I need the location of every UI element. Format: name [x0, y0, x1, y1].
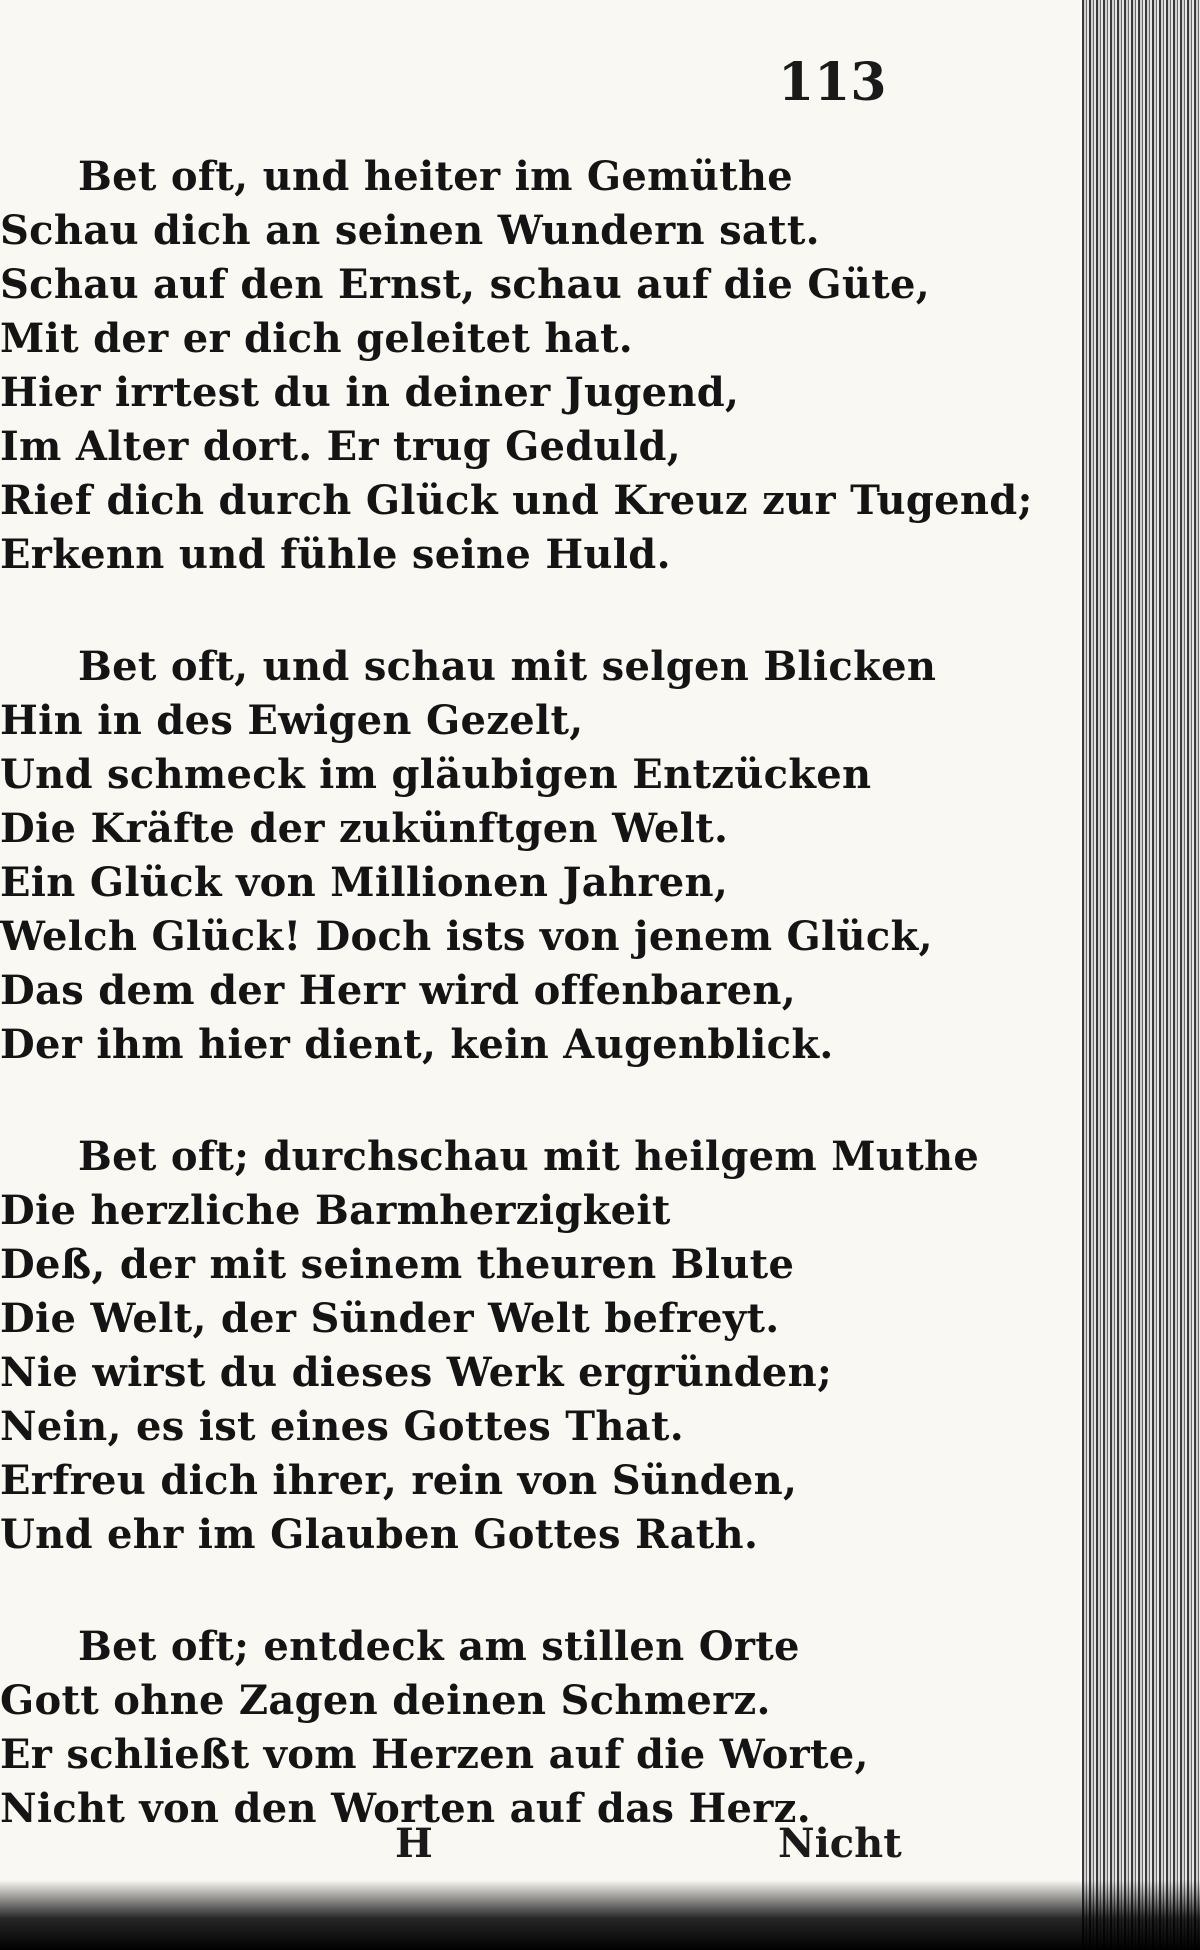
page-footer	[0, 1820, 1000, 1880]
verse-line: Erkenn und fühle seine Huld.	[0, 531, 671, 578]
verse-line: Schau dich an seinen Wundern satt.	[0, 207, 820, 254]
stanza-4	[0, 1620, 900, 1836]
signature-mark: H	[395, 1820, 433, 1867]
verse-line: Das dem der Herr wird offenbaren,	[0, 967, 796, 1014]
verse-line: Die herzliche Barmherzigkeit	[0, 1187, 671, 1234]
verse-line: Welch Glück! Doch ists von jenem Glück,	[0, 913, 933, 960]
verse-line: Nie wirst du dieses Werk ergründen;	[0, 1349, 833, 1396]
verse-line: Rief dich durch Glück und Kreuz zur Tugend;	[0, 477, 1033, 524]
verse-line: Deß, der mit seinem theuren Blute	[0, 1241, 795, 1288]
verse-line: Bet oft; durchschau mit heilgem Muthe	[78, 1133, 980, 1180]
verse-line: Im Alter dort. Er trug Geduld,	[0, 423, 681, 470]
verse-line: Er schließt vom Herzen auf die Worte,	[0, 1731, 869, 1778]
verse-line: Gott ohne Zagen deinen Schmerz.	[0, 1677, 771, 1724]
verse-line: Der ihm hier dient, kein Augenblick.	[0, 1021, 834, 1068]
verse-line: Mit der er dich geleitet hat.	[0, 315, 633, 362]
page-number: 113	[778, 52, 887, 113]
verse-line: Bet oft, und schau mit selgen Blicken	[78, 643, 937, 690]
verse-line: Erfreu dich ihrer, rein von Sünden,	[0, 1457, 798, 1504]
verse-line: Nein, es ist eines Gottes That.	[0, 1403, 684, 1450]
verse-line: Ein Glück von Millionen Jahren,	[0, 859, 729, 906]
stanza-3	[0, 1130, 980, 1562]
page-stack-edge	[1082, 0, 1200, 1950]
verse-line: Die Kräfte der zukünftgen Welt.	[0, 805, 729, 852]
verse-line: Hin in des Ewigen Gezelt,	[0, 697, 584, 744]
catchword: Nicht	[778, 1820, 902, 1867]
verse-line: Hier irrtest du in deiner Jugend,	[0, 369, 740, 416]
stanza-2	[0, 640, 937, 1072]
verse-line: Schau auf den Ernst, schau auf die Güte,	[0, 261, 930, 308]
verse-line: Und ehr im Glauben Gottes Rath.	[0, 1511, 759, 1558]
verse-line: Nicht von den Worten auf das Herz.	[0, 1785, 811, 1832]
verse-line: Die Welt, der Sünder Welt befreyt.	[0, 1295, 780, 1342]
verse-line: Bet oft, und heiter im Gemüthe	[78, 153, 794, 200]
stanza-1	[0, 150, 1033, 582]
verse-line: Und schmeck im gläubigen Entzücken	[0, 751, 872, 798]
scan-shadow	[0, 1880, 1200, 1950]
verse-line: Bet oft; entdeck am stillen Orte	[78, 1623, 800, 1670]
